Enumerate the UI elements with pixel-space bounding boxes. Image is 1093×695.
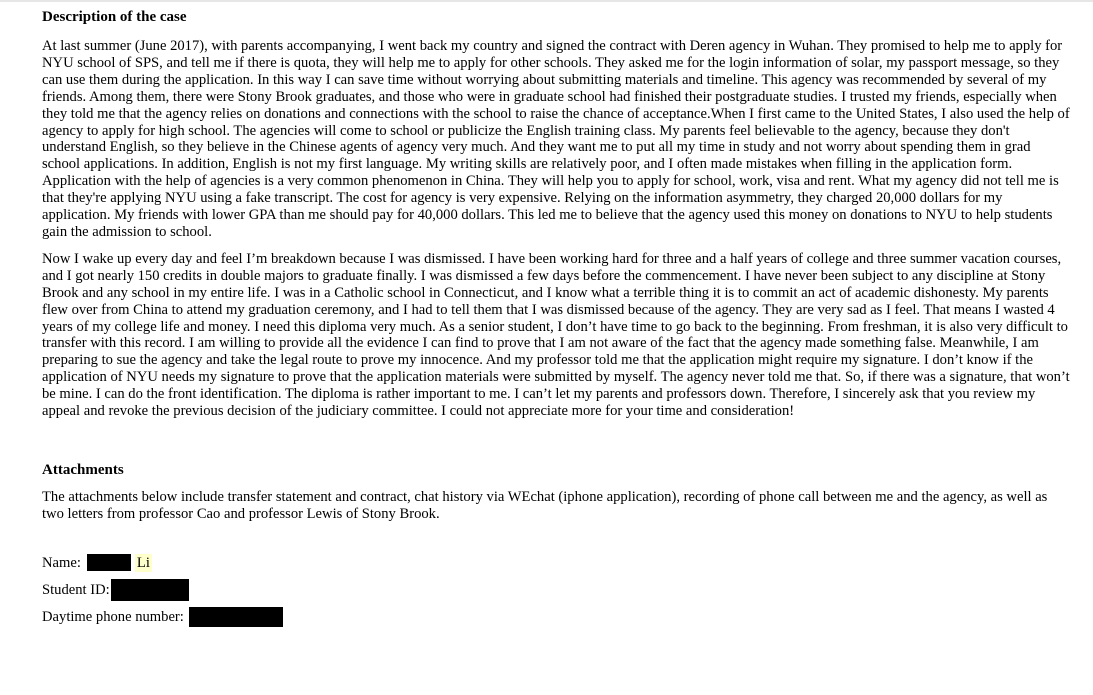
student-id-label: Student ID: bbox=[42, 581, 110, 598]
description-heading: Description of the case bbox=[42, 9, 187, 25]
name-field bbox=[42, 554, 1072, 572]
description-paragraph-2: Now I wake up every day and feel I’m breakdown because I was dismissed. I have been working hard for three and a half years of college and three summer vacation courses, and I got nearly 150 credits in double majors to graduate finally. I was dismissed a few days before the commencement. I have never been subject to any discipline at Stony Brook and any school in my entire life. I was in a Catholic school in Connecticut, and I know what a terrible thing it is to commit an act of academic dishonesty. My parents flew over from China to attend my graduation ceremony, and I had to tell them that I was dismissed because of the agency. They are very sad as I feel. That means I wasted 4 years of my college life and money. I need this diploma very much. As a senior student, I don’t have time to go back to the beginning. From freshman, it is also very difficult to transfer with this record. I am willing to provide all the evidence I can find to prove that I am not aware of the fact that the agency made something false. Meanwhile, I am preparing to sue the agency and take the legal route to prove my innocence. And my professor told me that the application might require my signature. I don’t know if the application of NYU needs my signature to prove that the application materials were submitted by myself. The agency never told me that. So, if there was a signature, that won’t be mine. I can do the front identification. The diploma is rather important to me. I can’t let my parents and professors down. Therefore, I sincerely ask that you review my appeal and revoke the previous decision of the judiciary committee. I could not appreciate more for your time and consideration! bbox=[42, 250, 1070, 420]
attachments-heading: Attachments bbox=[42, 461, 124, 478]
description-paragraph-1: At last summer (June 2017), with parents accompanying, I went back my country and signed the contract with Deren agency in Wuhan. They promised to help me to apply for NYU school of SPS, and tell me if there is quota, they will help me to apply for other schools. They asked me for the login information of solar, my passport message, so they can use them during the application. In this way I can save time without worrying about submitting materials and timeline. This agency was recommended by several of my friends. Among them, there were Stony Brook graduates, and those who were in graduate school had finished their postgraduate studies. I trusted my friends, especially when they told me that the agency relies on donations and connections with the school to raise the chance of acceptance.When I first came to the United States, I also used the help of agency to apply for high school. The agencies will come to school or publicize the English training class. My parents feel believable to the agency, because they don't understand English, so they believe in the Chinese agents of agency very much. And they want me to put all my time in study and not worry about spending them in grad school applications. In addition, English is not my first language. My writing skills are relatively poor, and I often made mistakes when filling in the application form. Application with the help of agencies is a very common phenomenon in China. They will help you to apply for school, work, visa and rent. What my agency did not tell me is that they're applying NYU using a fake transcript. The cost for agency is very expensive. Relying on the information asymmetry, they charged 20,000 dollars for my application. My friends with lower GPA than me should pay for 40,000 dollars. This led me to believe that the agency used this money on donations to NYU to help students gain the admission to school. bbox=[42, 38, 1070, 240]
phone-field bbox=[42, 608, 1072, 626]
name-label: Name: bbox=[42, 554, 81, 571]
document-body bbox=[42, 8, 1072, 626]
name-redaction bbox=[87, 554, 131, 571]
contact-fields bbox=[42, 554, 1072, 626]
student-id-redaction bbox=[111, 579, 189, 601]
name-value: Li bbox=[136, 554, 150, 571]
attachments-text: The attachments below include transfer statement and contract, chat history via WEchat (iphone application), recording of phone call between me and the agency, as well as two letters from professor Cao and professor Lewis of Stony Brook. bbox=[42, 488, 1048, 522]
top-divider bbox=[0, 0, 1093, 6]
phone-label: Daytime phone number: bbox=[42, 608, 184, 625]
phone-redaction bbox=[189, 607, 283, 627]
student-id-field bbox=[42, 581, 1072, 599]
